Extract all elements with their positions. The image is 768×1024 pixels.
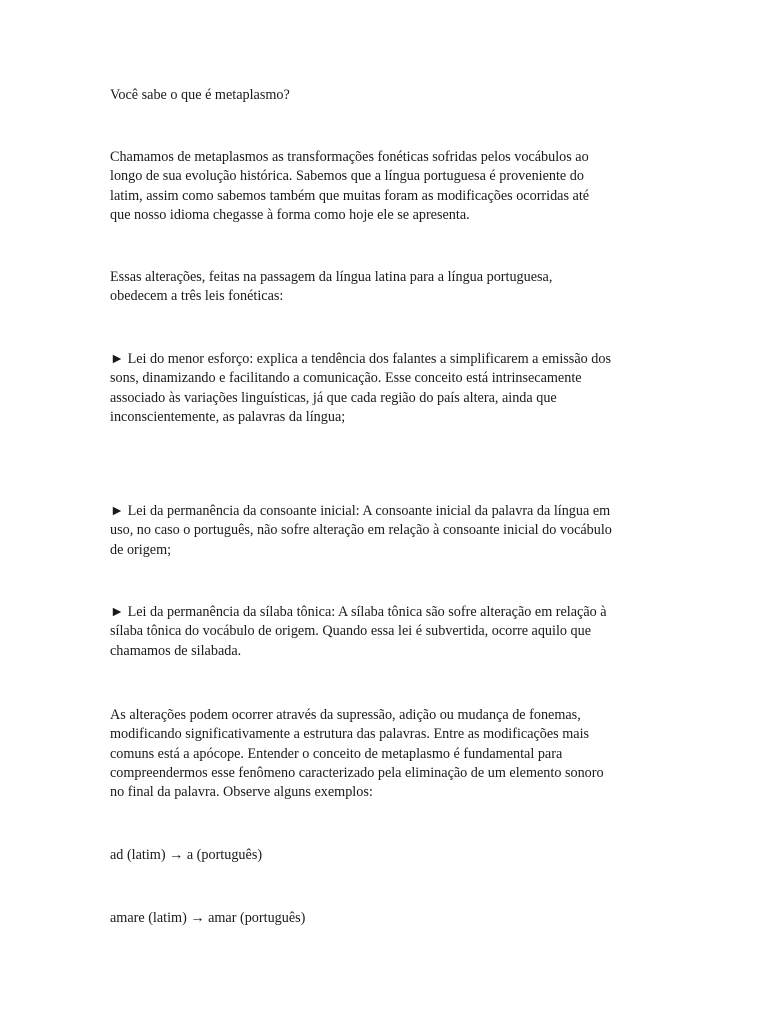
alterations-paragraph: As alterações podem ocorrer através da supressão, adição ou mudança de fonemas, modificando significativamente a estrutura das palavras. Entre as modificações mais comuns está a apócope. Entender o conceito de metaplasmo é fundamental para compreendermos esse fenômeno caracterizado pela eliminação de um elemento sonoro no final da palavra. Observe alguns exemplos: xyxy=(110,707,604,801)
law-initial-consonant-paragraph: ► Lei da permanência da consoante inicial: A consoante inicial da palavra da língua em uso, no caso o português, não sofre alteração em relação à consoante inicial do vocábulo de origem; xyxy=(110,503,612,558)
law-stressed-syllable-paragraph: ► Lei da permanência da sílaba tônica: A sílaba tônica são sofre alteração em relação à sílaba tônica do vocábulo de origem. Quando essa lei é subvertida, ocorre aquilo que chamamos de silabada. xyxy=(110,604,607,659)
law-least-effort-paragraph: ► Lei do menor esforço: explica a tendência dos falantes a simplificarem a emissão dos sons, dinamizando e facilitando a comunicação. Esse conceito está intrinsecamente associado às variações linguísticas, já que cada região do país altera, ainda que inconscientemente, as palavras da língua; xyxy=(110,351,611,425)
example-amare: amare (latim) → amar (português) xyxy=(110,910,306,926)
intro-paragraph: Chamamos de metaplasmos as transformações fonéticas sofridas pelos vocábulos ao longo de sua evolução histórica. Sabemos que a língua portuguesa é proveniente do latim, assim como sabemos também que muitas foram as modificações ocorridas até que nosso idioma chegasse à forma como hoje ele se apresenta. xyxy=(110,149,590,223)
changes-paragraph: Essas alterações, feitas na passagem da língua latina para a língua portuguesa, obedecem a três leis fonéticas: xyxy=(110,269,553,305)
question-heading: Você sabe o que é metaplasmo? xyxy=(110,87,290,103)
example-ad: ad (latim) → a (português) xyxy=(110,847,263,863)
